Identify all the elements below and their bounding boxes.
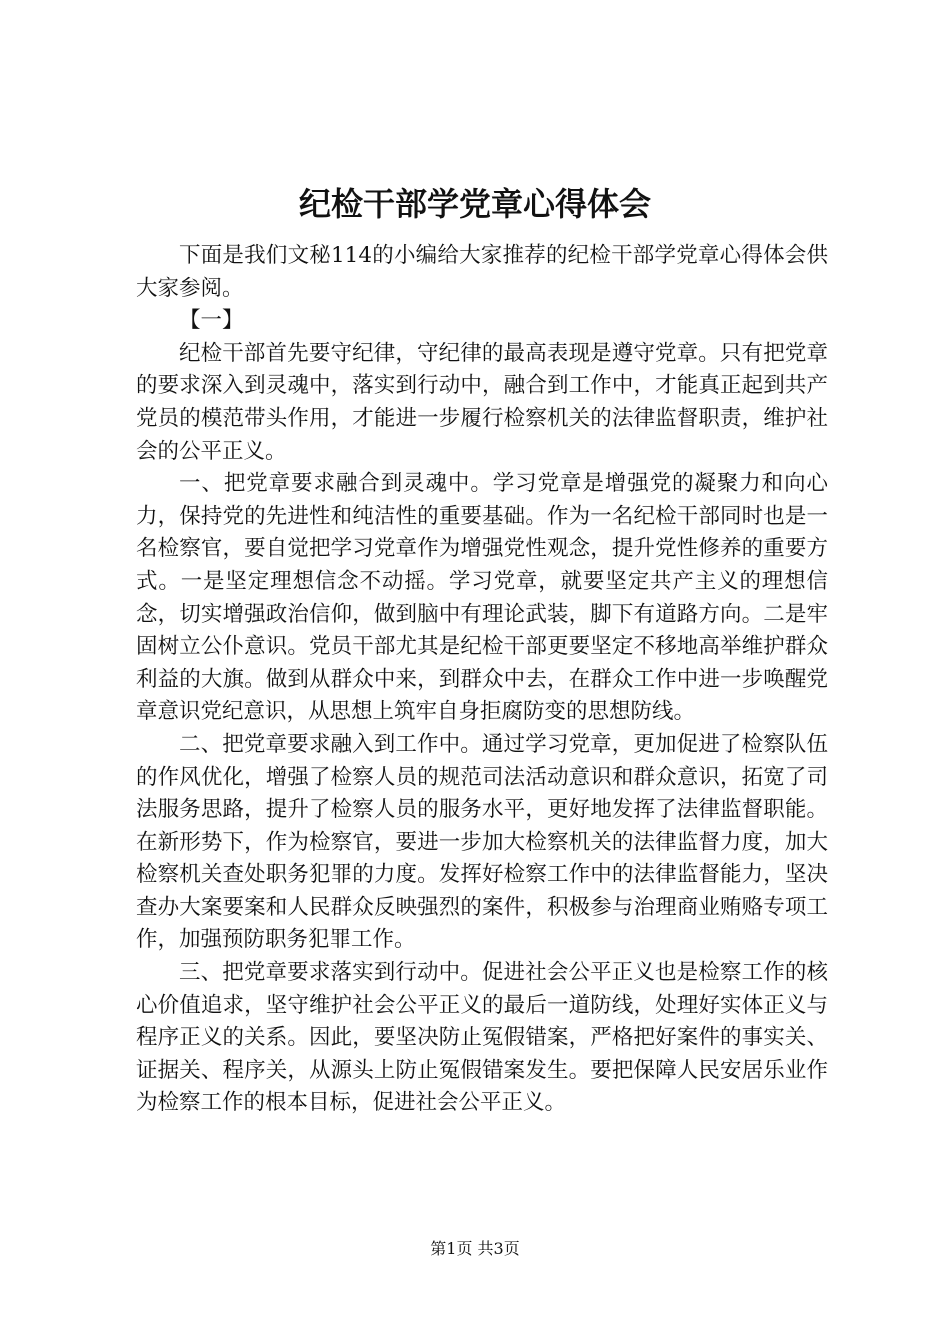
body-paragraph: 一、把党章要求融合到灵魂中。学习党章是增强党的凝聚力和向心力，保持党的先进性和纯洁性的重要基础。作为一名纪检干部同时也是一名检察官，要自觉把学习党章作为增强党性观念，提升党性修养的重要方式。一是坚定理想信念不动摇。学习党章，就要坚定共产主义的理想信念，切实增强政治信仰，做到脑中有理论武装，脚下有道路方向。二是牢固树立公仆意识。党员干部尤其是纪检干部更要坚定不移地高举维护群众利益的大旗。做到从群众中来，到群众中去，在群众工作中进一步唤醒党章意识党纪意识，从思想上筑牢自身拒腐防变的思想防线。	[136, 471, 828, 725]
body-paragraph: 二、把党章要求融入到工作中。通过学习党章，更加促进了检察队伍的作风优化，增强了检察人员的规范司法活动意识和群众意识，拓宽了司法服务思路，提升了检察人员的服务水平，更好地发挥了法律监督职能。在新形势下，作为检察官，要进一步加大检察机关的法律监督力度，加大检察机关查处职务犯罪的力度。发挥好检察工作中的法律监督能力，坚决查办大案要案和人民群众反映强烈的案件，积极参与治理商业贿赂专项工作，加强预防职务犯罪工作。	[136, 731, 828, 953]
document-body	[136, 240, 828, 1120]
body-paragraph: 三、把党章要求落实到行动中。促进社会公平正义也是检察工作的核心价值追求，坚守维护社会公平正义的最后一道防线，处理好实体正义与程序正义的关系。因此，要坚决防止冤假错案，严格把好案件的事实关、证据关、程序关，从源头上防止冤假错案发生。要把保障人民安居乐业作为检察工作的根本目标，促进社会公平正义。	[136, 960, 828, 1116]
body-paragraph: 纪检干部首先要守纪律，守纪律的最高表现是遵守党章。只有把党章的要求深入到灵魂中，落实到行动中，融合到工作中，才能真正起到共产党员的模范带头作用，才能进一步履行检察机关的法律监督职责，维护社会的公平正义。	[136, 340, 828, 464]
page-number-footer: 第1页 共3页	[430, 1239, 520, 1258]
document-title: 纪检干部学党章心得体会	[298, 185, 651, 223]
intro-paragraph: 下面是我们文秘114的小编给大家推荐的纪检干部学党章心得体会供大家参阅。	[136, 243, 828, 301]
section-marker: 【一】	[179, 308, 244, 334]
